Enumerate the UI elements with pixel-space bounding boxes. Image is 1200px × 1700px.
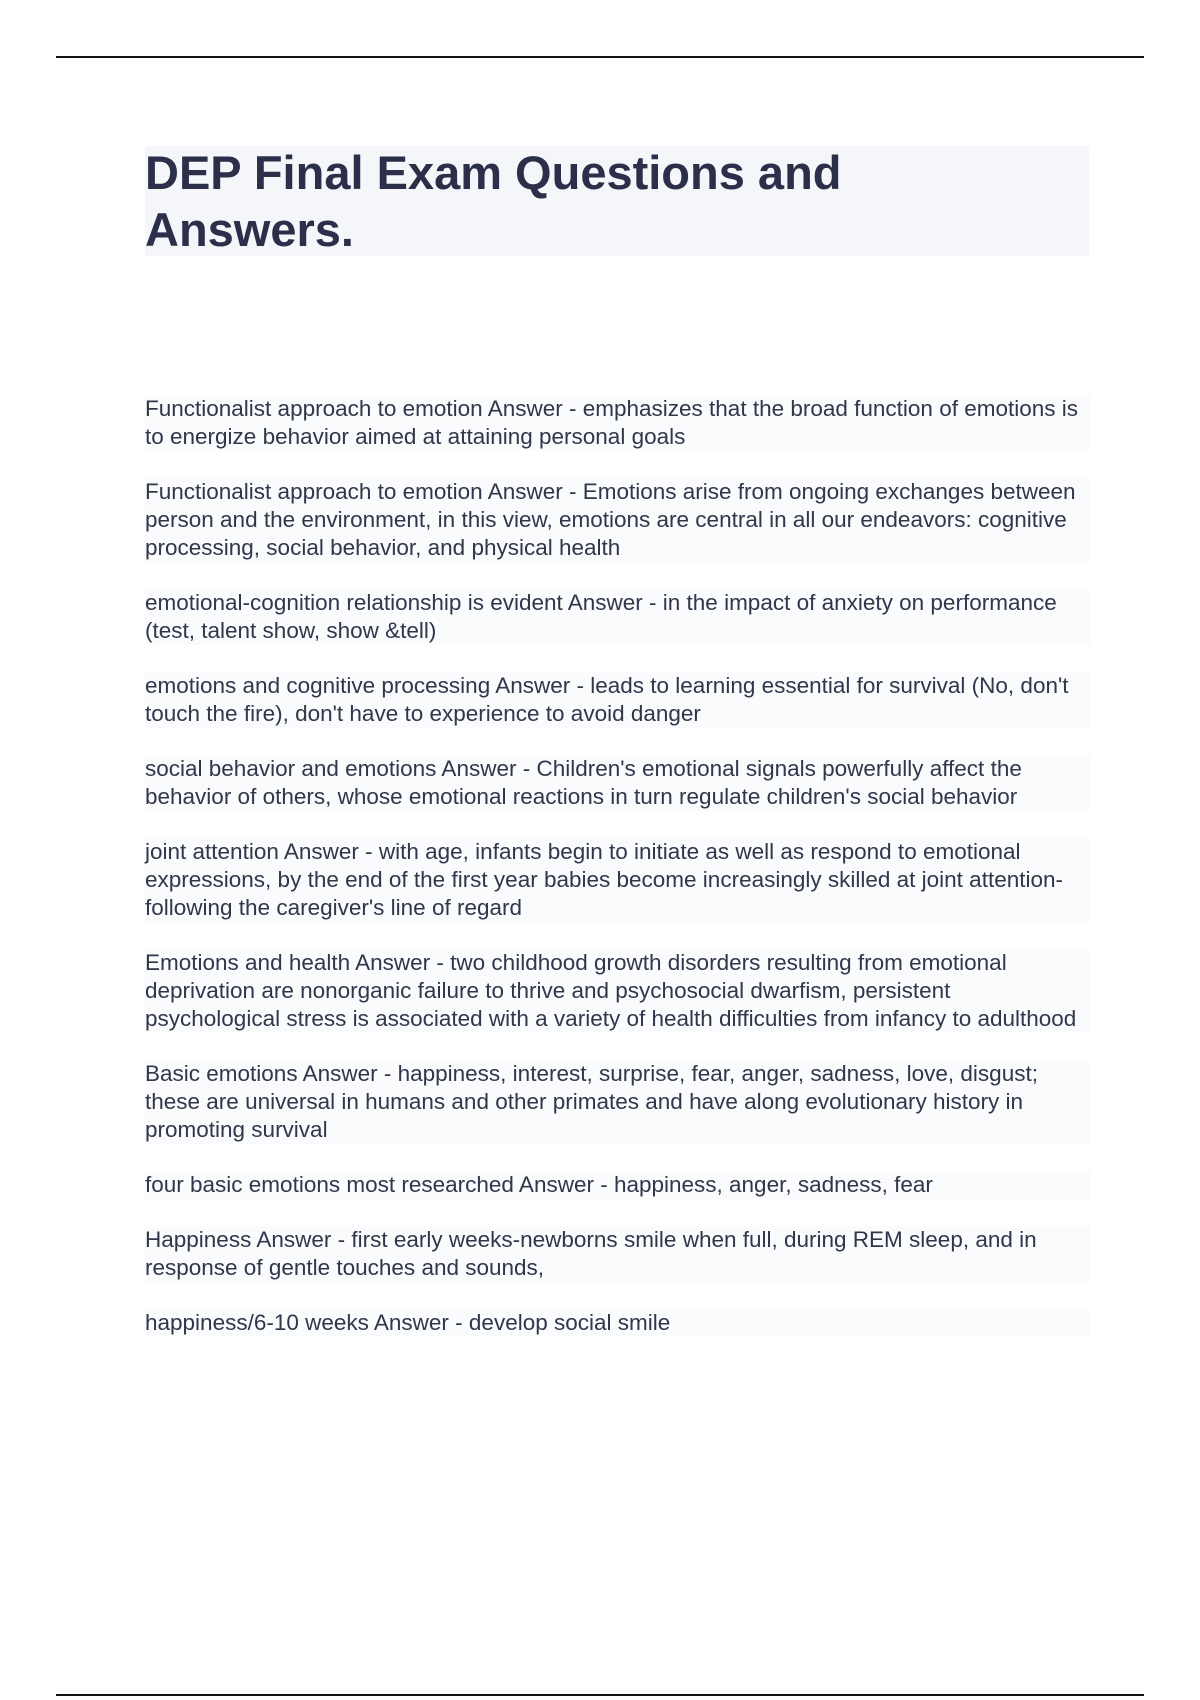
- qa-entry: happiness/6-10 weeks Answer - develop social smile: [145, 1309, 1090, 1337]
- document-title: DEP Final Exam Questions and Answers.: [145, 146, 842, 256]
- qa-entry: emotions and cognitive processing Answer - leads to learning essential for survival (No, don't touch the fire), don't have to experience to avoid danger: [145, 672, 1090, 728]
- qa-entry: Emotions and health Answer - two childhood growth disorders resulting from emotional deprivation are nonorganic failure to thrive and psychosocial dwarfism, persistent psychological stress is associated with a variety of health difficulties from infancy to adulthood: [145, 949, 1090, 1033]
- qa-entry: joint attention Answer - with age, infants begin to initiate as well as respond to emotional expressions, by the end of the first year babies become increasingly skilled at joint attention- following the caregiver's line of regard: [145, 838, 1090, 922]
- qa-entry: Happiness Answer - first early weeks-newborns smile when full, during REM sleep, and in response of gentle touches and sounds,: [145, 1226, 1090, 1282]
- qa-entry: Functionalist approach to emotion Answer - Emotions arise from ongoing exchanges between person and the environment, in this view, emotions are central in all our endeavors: cognitive processing, social behavior, and physical health: [145, 478, 1090, 562]
- qa-entry: Basic emotions Answer - happiness, interest, surprise, fear, anger, sadness, love, disgust; these are universal in humans and other primates and have along evolutionary history in promoting survival: [145, 1060, 1090, 1144]
- qa-entry: emotional-cognition relationship is evident Answer - in the impact of anxiety on performance (test, talent show, show &tell): [145, 589, 1090, 645]
- qa-entry: Functionalist approach to emotion Answer - emphasizes that the broad function of emotions is to energize behavior aimed at attaining personal goals: [145, 395, 1090, 451]
- qa-entry: four basic emotions most researched Answer - happiness, anger, sadness, fear: [145, 1171, 1090, 1199]
- top-rule: [56, 56, 1144, 58]
- bottom-rule: [56, 1694, 1144, 1696]
- qa-list: [145, 395, 1090, 1364]
- qa-entry: social behavior and emotions Answer - Children's emotional signals powerfully affect the behavior of others, whose emotional reactions in turn regulate children's social behavior: [145, 755, 1090, 811]
